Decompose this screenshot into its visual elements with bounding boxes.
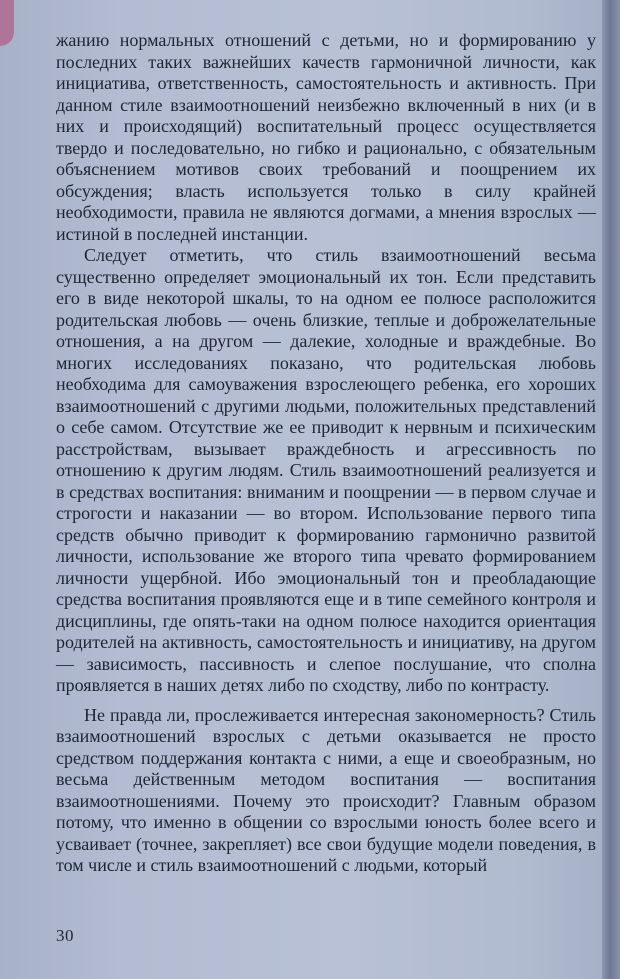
paragraph-3: Не правда ли, прослеживается интересная закономерность? Стиль взаимоотношений взрослых с детьми оказывается не просто средством поддержания контакта с ними, а еще и своеобразным, но весьма действенным методом воспитания — воспитания взаимоотношениями. Почему это происходит? Главным образом потому, что именно в общении со взрослыми юность более всего и усваивает (точнее, закрепляет) все свои будущие модели поведения, в том числе и стиль взаимоотношений с людьми, который [56, 704, 596, 875]
page-corner-mark [0, 0, 14, 46]
paragraph-1: жанию нормальных отношений с детьми, но и формированию у последних таких важнейших качеств гармоничной личности, как инициатива, ответственность, самостоятельность и активность. При данном стиле взаимоотношений неизбежно включенный в них (и в них и происходящий) воспитательный процесс осуществляется твердо и последовательно, но гибко и рационально, с обязательным объяснением мотивов своих требований и поощрением их обсуждения; власть используется только в силу крайней необходимости, правила не являются догмами, а мнения взрослых — истиной в последней инстанции. [56, 30, 596, 244]
body-text [56, 30, 596, 877]
paragraph-2: Следует отметить, что стиль взаимоотношений весьма существенно определяет эмоциональный их тон. Если представить его в виде некоторой шкалы, то на одном ее полюсе расположится родительская любовь — очень близкие, теплые и доброжелательные отношения, а на другом — далекие, холодные и враждебные. Во многих исследованиях показано, что родительская любовь необходима для самоуважения взрослеющего ребенка, его хороших взаимоотношений с другими людьми, положительных представлений о себе самом. Отсутствие же ее приводит к нервным и психическим расстройствам, вызывает враждебность и агрессивность по отношению к другим людям. Стиль взаимоотношений реализуется и в средствах воспитания: вниманим и поощрении — в первом случае и строгости и наказании — во втором. Использование первого типа средств обычно приводит к формированию гармонично развитой личности, использование же второго типа чревато формированием личности ущербной. Ибо эмоциональный тон и преобладающие средства воспитания проявляются еще и в типе семейного контроля и дисциплины, где опять-таки на одном полюсе находится ориентация родителей на активность, самостоятельность и инициативу, на другом — зависимость, пассивность и слепое послушание, что сполна проявляется в наших детях либо по сходству, либо по контрасту. [56, 245, 596, 695]
page-number: 30 [56, 926, 74, 945]
page-edge-shadow [602, 0, 620, 979]
